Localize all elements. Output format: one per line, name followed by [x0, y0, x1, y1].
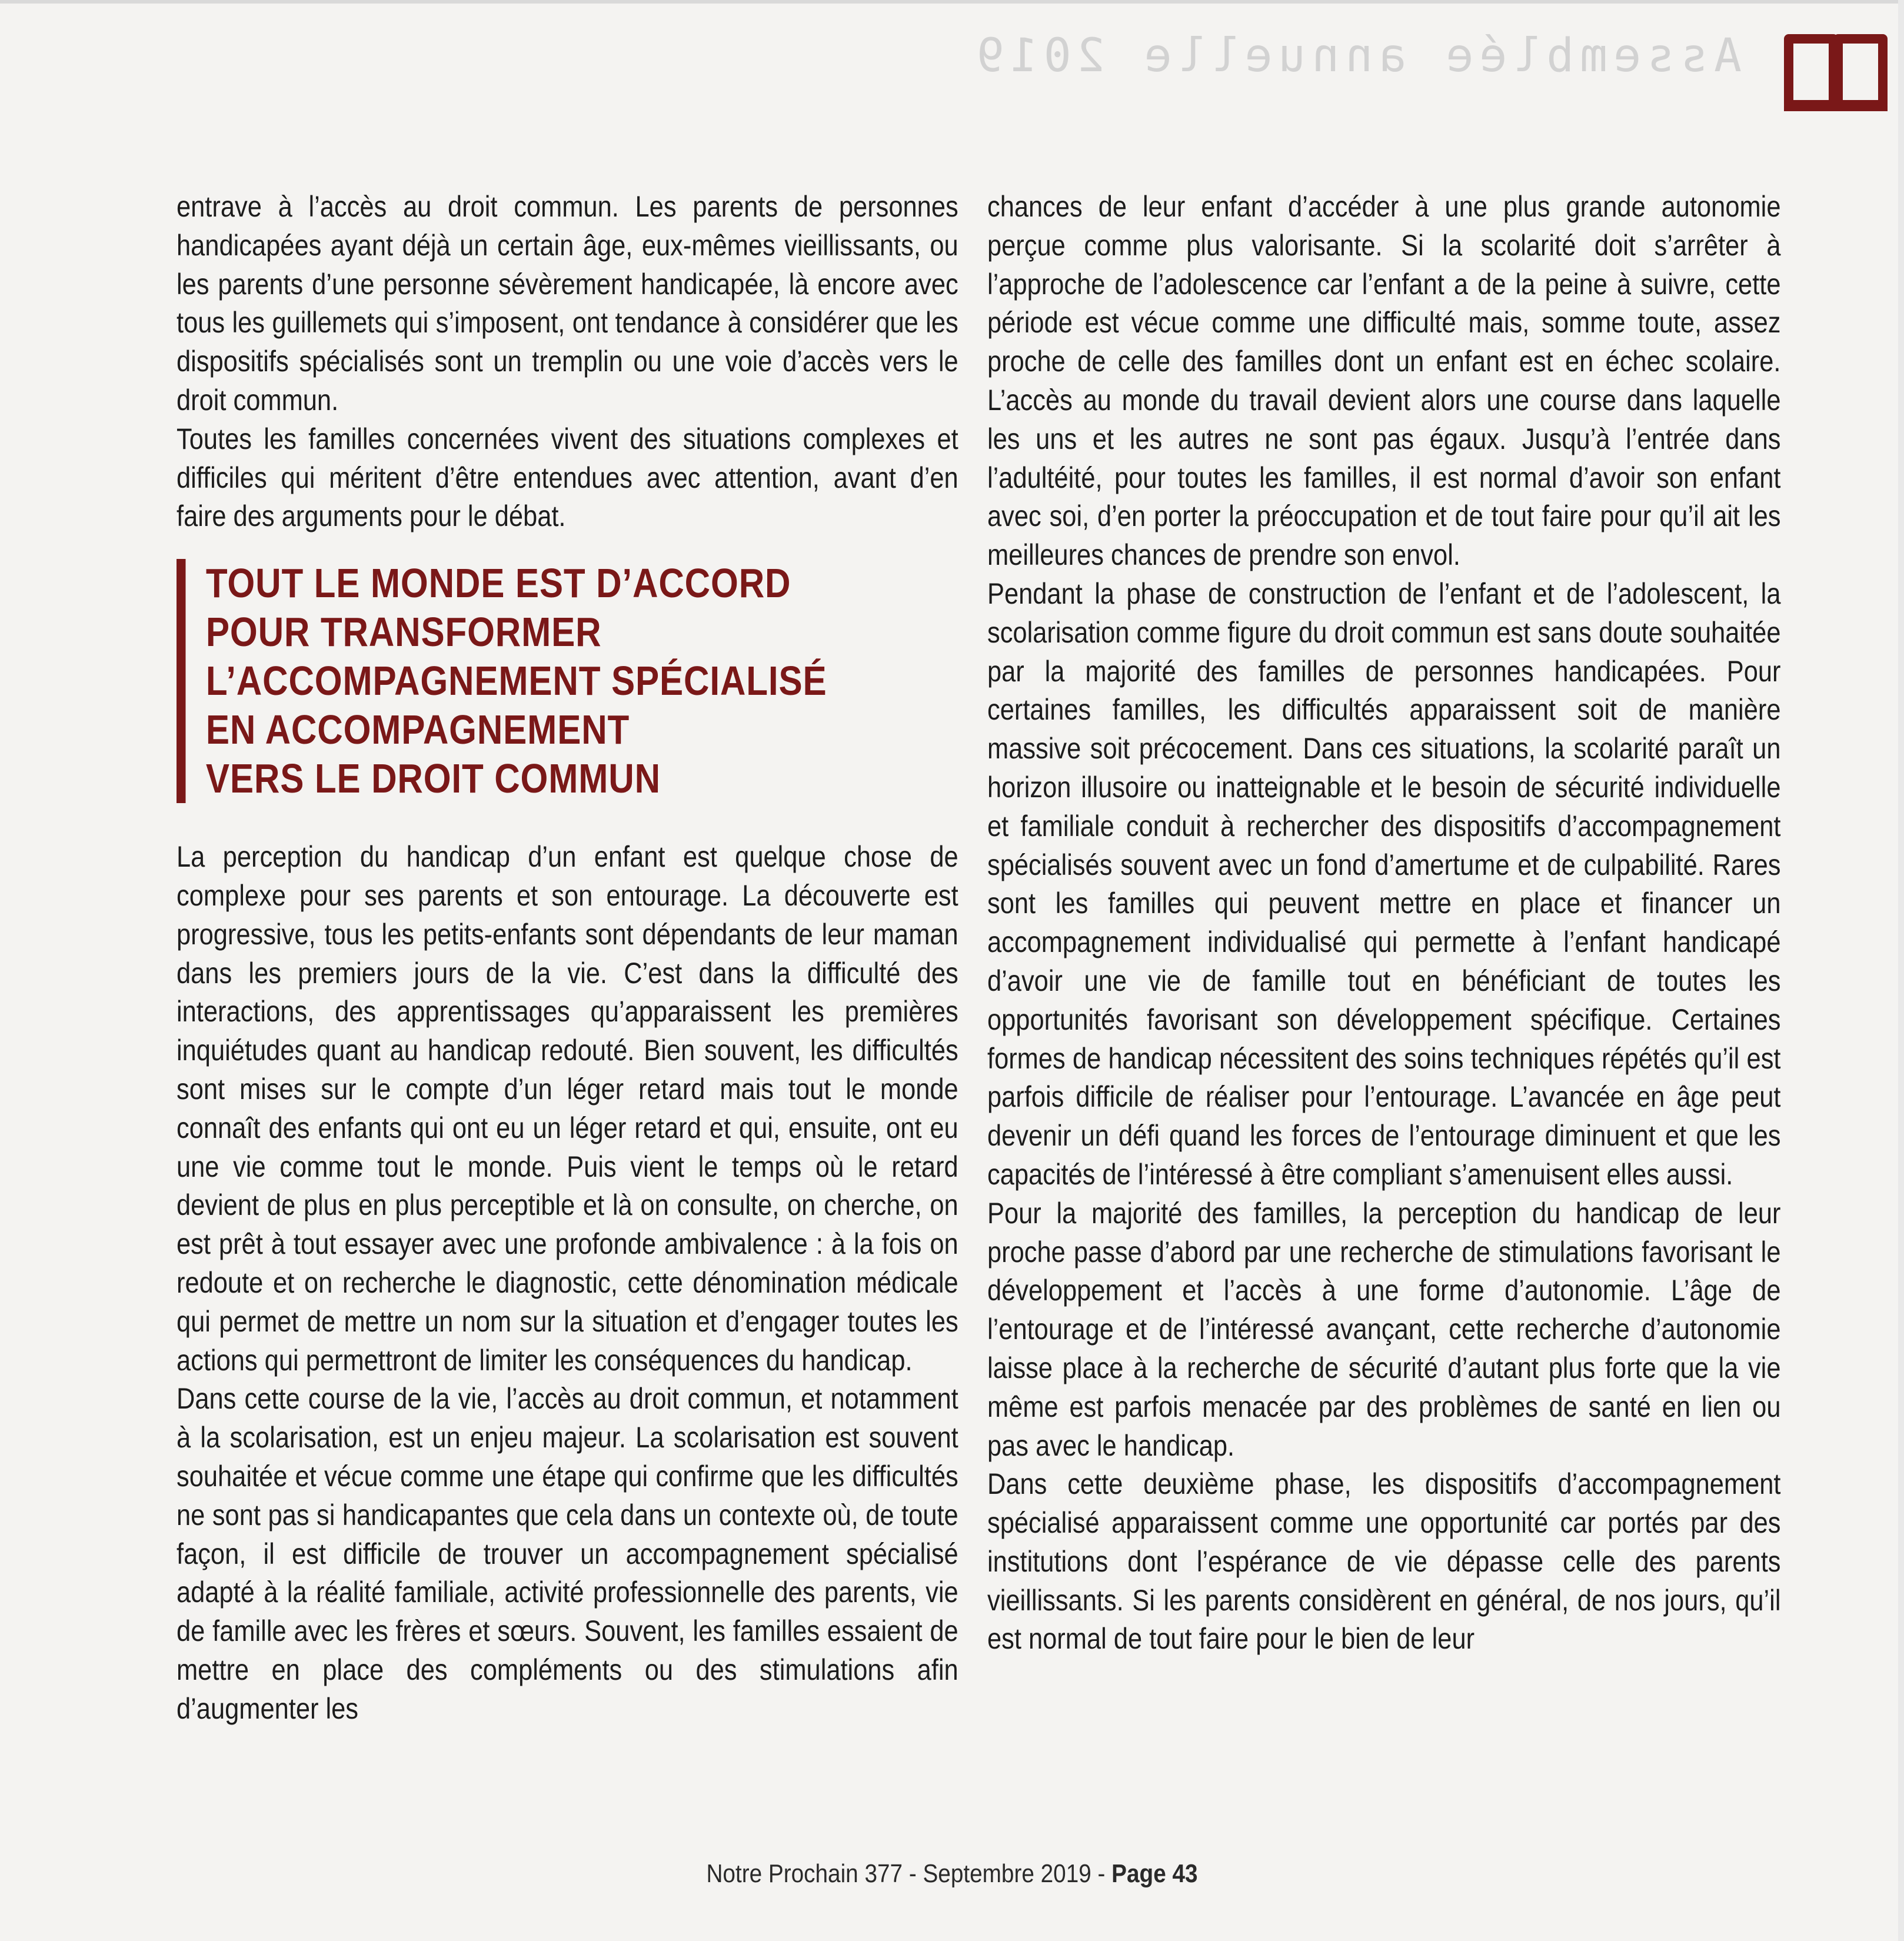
right-paragraph-1: chances de leur enfant d’accéder à une plus grande autonomie perçue comme plus valorisante. Si la scolarité doit s’arrêter à l’approche de l’adolescence car l’enfant a de la peine à suivre, cette période est vécue comme une difficulté mais, somme toute, assez proche de celle des familles dont un enfant est en échec scolaire. L’accès au monde du travail devient alors une course dans laquelle les uns et les autres ne sont pas égaux. Jusqu’à l’entrée dans l’adultéité, pour toutes les familles, il est normal d’avoir son enfant avec soi, d’en porter la préoccupation et de tout faire pour qu’il ait les meilleures chances de prendre son envol. — [987, 189, 1781, 572]
heading-line-1: TOUT LE MONDE EST D’ACCORD — [205, 560, 791, 607]
book-icon — [1783, 31, 1889, 113]
page-footer — [114, 1859, 1790, 1889]
heading-line-2: POUR TRANSFORMER — [205, 609, 602, 655]
heading-line-4: EN ACCOMPAGNEMENT — [205, 707, 630, 753]
right-edge — [1898, 0, 1904, 1941]
left-paragraph-1: entrave à l’accès au droit commun. Les parents de personnes handicapées ayant déjà un certain âge, eux-mêmes vieillissants, ou les parents d’une personne sévèrement handicapée, là encore avec tous les guillemets qui s’imposent, ont tendance à considérer que les dispositifs spécialisés sont un tremplin ou une voie d’accès vers le droit commun. — [177, 189, 958, 417]
bleed-through-header: Assemblée annuelle 2019 — [970, 29, 1742, 82]
right-paragraph-2: Pendant la phase de construction de l’enfant et de l’adolescent, la scolarisation comme figure du droit commun est sans doute souhaitée par la majorité des familles de personnes handicapées. Pour certaines familles, les difficultés apparaissent soit de manière massive soit précocement. Dans ces situations, la scolarité paraît un horizon illusoire ou inatteignable et le besoin de sécurité individuelle et familiale conduit à rechercher des dispositifs d’accompagnement spécialisés souvent avec un fond d’amertume et de culpabilité. Rares sont les familles qui peuvent mettre en place et financer un accompagnement individualisé qui permette à l’enfant handicapé d’avoir une vie de famille tout en bénéficiant de toutes les opportunités favorisant son développement spécifique. Certaines formes de handicap nécessitent des soins techniques répétés qu’il est parfois difficile de réaliser pour l’entourage. L’avancée en âge peut devenir un défi quand les forces de l’entourage diminuent et que les capacités de l’intéressé à être compliant s’amenuisent elles aussi. — [987, 576, 1781, 1191]
left-paragraph-3: La perception du handicap d’un enfant est quelque chose de complexe pour ses parents et son entourage. La découverte est progressive, tous les petits-enfants sont dépendants de leur maman dans les premiers jours de la vie. C’est dans la difficulté des interactions, des apprentissages qu’apparaissent les premières inquiétudes quant au handicap redouté. Bien souvent, les difficultés sont mises sur le compte d’un léger retard mais tout le monde connaît des enfants qui ont eu un léger retard et qui, ensuite, ont eu une vie comme tout le monde. Puis vient le temps où le retard devient de plus en plus perceptible et là on consulte, on cherche, on est prêt à tout essayer avec une profonde ambivalence : à la fois on redoute et on recherche le diagnostic, cette dénomination médicale qui permet de mettre un nom sur la situation et d’engager toutes les actions qui permettront de limiter les conséquences du handicap. — [177, 840, 958, 1377]
right-column — [987, 187, 1780, 1658]
footer-page-number: Page 43 — [1111, 1859, 1198, 1888]
left-paragraph-4: Dans cette course de la vie, l’accès au droit commun, et notamment à la scolarisation, est un enjeu majeur. La scolarisation est souvent souhaitée et vécue comme une étape qui confirme que les difficultés ne sont pas si handicapantes que cela dans un contexte où, de toute façon, il est difficile de trouver un accompagnement spécialisé adapté à la réalité familiale, activité professionnelle des parents, vie de famille avec les frères et sœurs. Souvent, les familles essaient de mettre en place des compléments ou des stimulations afin d’augmenter les — [177, 1381, 958, 1725]
section-heading — [177, 559, 958, 803]
left-column — [177, 187, 958, 1728]
right-paragraph-4: Dans cette deuxième phase, les dispositifs d’accompagnement spécialisé apparaissent comme une opportunité car portés par des institutions dont l’espérance de vie dépasse celle des parents vieillissants. Si les parents considèrent en général, de nos jours, qu’il est normal de tout faire pour le bien de leur — [987, 1467, 1781, 1656]
top-edge — [0, 0, 1904, 4]
right-paragraph-3: Pour la majorité des familles, la perception du handicap de leur proche passe d’abord par une recherche de stimulations favorisant le développement et l’accès à une forme d’autonomie. L’âge de l’entourage et de l’intéressé avançant, cette recherche d’autonomie laisse place à la recherche de sécurité d’autant plus forte que la vie même est parfois menacée par des problèmes de santé en lien ou pas avec le handicap. — [987, 1196, 1781, 1462]
footer-issue: Notre Prochain 377 - Septembre 2019 - — [706, 1859, 1112, 1888]
heading-line-3: L’ACCOMPAGNEMENT SPÉCIALISÉ — [205, 658, 827, 704]
heading-line-5: VERS LE DROIT COMMUN — [205, 755, 661, 802]
left-paragraph-2: Toutes les familles concernées vivent des situations complexes et difficiles qui méritent d’être entendues avec attention, avant d’en faire des arguments pour le débat. — [177, 421, 958, 533]
